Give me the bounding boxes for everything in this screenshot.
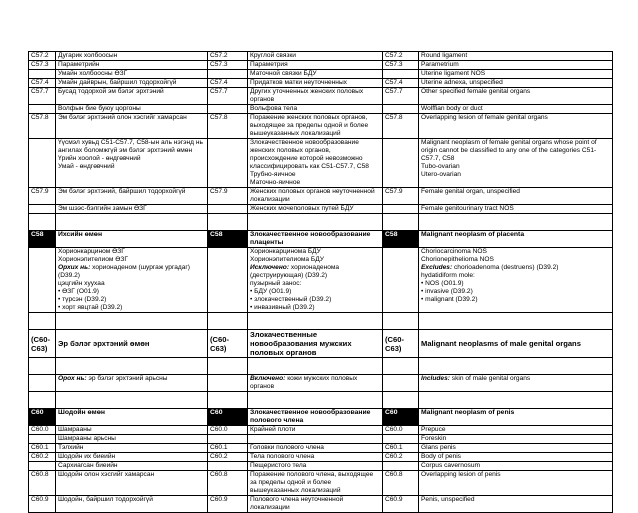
title-en: Penis, unspecified — [419, 496, 613, 513]
code-ru: (C60-C63) — [208, 330, 248, 358]
code-en: C60 — [383, 409, 419, 426]
title-en: Malignant neoplasms of male genital organs — [419, 330, 613, 358]
code-ru: C60.1 — [208, 444, 248, 453]
title-ru: Головки полового члена — [248, 444, 383, 453]
title-mn: Параметрийн — [56, 61, 208, 70]
code-mn: C60.9 — [29, 496, 56, 513]
title-ru: Тела полового члена — [248, 453, 383, 462]
code-ru: C60.2 — [208, 453, 248, 462]
title-ru: Злокачественное новообразование плаценты — [248, 231, 383, 248]
title-mn: Эм бэлэг эрхтэний, байршил тодорхойгүй — [56, 188, 208, 205]
note-en: Female genitourinary tract NOS — [419, 205, 613, 214]
note-block-ru: Злокачественное новообразование женских половых органов, происхождение которой невозможно классифицировать как C51-C57.7, C58 Трубно-яичное Маточно-яичное — [248, 139, 383, 188]
includes-note-ru: Включено: кожи мужских половых органов — [248, 375, 383, 392]
title-ru: Крайней плоти — [248, 426, 383, 435]
title-en: Overlapping lesion of female genital organs — [419, 114, 613, 139]
title-en: Other specified female genital organs — [419, 88, 613, 105]
code-ru: C60.0 — [208, 426, 248, 435]
spacer-row — [29, 358, 613, 375]
code-mn: C57.3 — [29, 61, 56, 70]
code-en: C60.2 — [383, 453, 419, 462]
note-ru: Женских мочеполовых путей БДУ — [248, 205, 383, 214]
code-ru: C57.9 — [208, 188, 248, 205]
title-en: Prepuce — [419, 426, 613, 435]
code-ru: C57.8 — [208, 114, 248, 139]
code-mn: C60 — [29, 409, 56, 426]
title-mn: Шодойн, байршил тодорхойгүй — [56, 496, 208, 513]
table-row — [29, 61, 613, 70]
code-ru: C58 — [208, 231, 248, 248]
note-mn: Сархиагсан биеийн — [56, 462, 208, 471]
title-ru: Поражение полового члена, выходящее за пределы одной и более вышеуказанных локализаций — [248, 471, 383, 496]
spacer-row — [29, 214, 613, 231]
code-mn: C58 — [29, 231, 56, 248]
table-row — [29, 426, 613, 435]
title-mn: Шодойн олон хэсгийг хамарсан — [56, 471, 208, 496]
note-mn: Волфын бие буюу цоргоны — [56, 105, 208, 114]
note-mn: Шамрааны арьсны — [56, 435, 208, 444]
table-subrow — [29, 248, 613, 313]
code-mn: C57.8 — [29, 114, 56, 139]
category-header-row — [29, 409, 613, 426]
note-block-en: Malignant neoplasm of female genital organs whose point of origin cannot be classified to any one of the categories C51-C57.7, C58 Tubo-ovarian Utero-ovarian — [419, 139, 613, 188]
title-ru: Круглой связки — [248, 52, 383, 61]
table-subrow — [29, 105, 613, 114]
note-mn: Эм шээс-бэлгийн замын ӨЗГ — [56, 205, 208, 214]
title-en: Parametrium — [419, 61, 613, 70]
title-ru: Параметрия — [248, 61, 383, 70]
note-ru: Вольфова тела — [248, 105, 383, 114]
note-en: Foreskin — [419, 435, 613, 444]
code-ru: C60.8 — [208, 471, 248, 496]
code-en: C57.2 — [383, 52, 419, 61]
title-en: Uterine adnexa, unspecified — [419, 79, 613, 88]
code-ru: C57.3 — [208, 61, 248, 70]
table-row — [29, 188, 613, 205]
note-ru: Пещеристого тела — [248, 462, 383, 471]
note-ru: Маточной связки БДУ — [248, 70, 383, 79]
table-row — [29, 496, 613, 513]
title-ru: Злокачественное новообразование полового члена — [248, 409, 383, 426]
table-subrow — [29, 139, 613, 188]
title-mn: Тэлхийн — [56, 444, 208, 453]
code-en: C60.9 — [383, 496, 419, 513]
code-en: C57.4 — [383, 79, 419, 88]
title-ru: Поражение женских половых органов, выходящее за пределы одной и более вышеуказанных локализаций — [248, 114, 383, 139]
title-en: Round ligament — [419, 52, 613, 61]
code-mn: C60.0 — [29, 426, 56, 435]
code-en: C57.8 — [383, 114, 419, 139]
code-mn: C57.9 — [29, 188, 56, 205]
note-en: Uterine ligament NOS — [419, 70, 613, 79]
code-ru: C60 — [208, 409, 248, 426]
note-block-mn: Үүсмэл хувьд C51-C57.7, C58-ын аль нэгэнд нь ангилах боломжгүй эм бэлэг эрхтэний өмөн Үрийн хоолой - өндгөвчний Умай - өндгөвчний — [56, 139, 208, 188]
includes-note-en: Includes: skin of male genital organs — [419, 375, 613, 392]
code-ru: C60.9 — [208, 496, 248, 513]
code-en: C57.7 — [383, 88, 419, 105]
spacer-row — [29, 392, 613, 409]
code-en: C60.8 — [383, 471, 419, 496]
title-ru: Женских половых органов неуточненной локализации — [248, 188, 383, 205]
title-mn: Эм бэлэг эрхтэний олон хэсгийг хамарсан — [56, 114, 208, 139]
note-block-ru: Хорионкарцинома БДУ Хорионэпителиома БДУ Исключено: хорионаденома (деструирующая) (D39.2) пузырный занос: • БДУ (O01.9) • злокачественный (D39.2) • инвазивный (D39.2) — [248, 248, 383, 313]
icd-code-table — [28, 51, 613, 513]
table-subrow — [29, 435, 613, 444]
title-mn: Шамрааны — [56, 426, 208, 435]
title-en: Malignant neoplasm of placenta — [419, 231, 613, 248]
title-mn: Бусад тодорхой эм бэлэг эрхтэний — [56, 88, 208, 105]
title-mn: Эр бэлэг эрхтэний өмөн — [56, 330, 208, 358]
table-subrow — [29, 375, 613, 392]
code-mn: C60.8 — [29, 471, 56, 496]
table-subrow — [29, 70, 613, 79]
title-ru: Других уточненных женских половых органов — [248, 88, 383, 105]
table-row — [29, 114, 613, 139]
note-block-mn: Хорионкарцином ӨЗГ Хорионэпителиом ӨЗГ Орхих нь: хорионаденом (шургаж ургадаг) (D39.2) цэцгийн хуухаа • ӨЗГ (O01.9) • түрсэн (D39.2) • хорт явцтай (D39.2) — [56, 248, 208, 313]
code-en: C60.0 — [383, 426, 419, 435]
title-en: Body of penis — [419, 453, 613, 462]
table-subrow — [29, 205, 613, 214]
table-row — [29, 88, 613, 105]
title-ru: Придатков матки неуточненных — [248, 79, 383, 88]
table-row — [29, 453, 613, 462]
code-mn: C60.2 — [29, 453, 56, 462]
table-row — [29, 79, 613, 88]
includes-note-mn: Орох нь: эр бэлэг эрхтэний арьсны — [56, 375, 208, 392]
title-en: Glans penis — [419, 444, 613, 453]
title-mn: Дугарик холбоосын — [56, 52, 208, 61]
title-ru: Злокачественные новообразования мужских половых органов — [248, 330, 383, 358]
note-ru — [248, 435, 383, 444]
title-mn: Умайн дайврын, байршил тодорхойгүй — [56, 79, 208, 88]
title-en: Overlapping lesion of penis — [419, 471, 613, 496]
code-mn: (C60-C63) — [29, 330, 56, 358]
code-mn: C60.1 — [29, 444, 56, 453]
code-en: C58 — [383, 231, 419, 248]
table-row — [29, 444, 613, 453]
table-row — [29, 471, 613, 496]
code-mn: C57.7 — [29, 88, 56, 105]
title-mn: Шодойн өмөн — [56, 409, 208, 426]
title-en: Female genital organ, unspecified — [419, 188, 613, 205]
code-en: C57.9 — [383, 188, 419, 205]
code-mn: C57.4 — [29, 79, 56, 88]
note-mn: Умайн холбоосны ӨЗГ — [56, 70, 208, 79]
code-ru: C57.2 — [208, 52, 248, 61]
title-mn: Ихсийн өмөн — [56, 231, 208, 248]
category-header-row — [29, 231, 613, 248]
code-ru: C57.7 — [208, 88, 248, 105]
spacer-row — [29, 313, 613, 330]
block-header-row — [29, 330, 613, 358]
note-block-en: Choriocarcinoma NOS Chorionepithelioma NOS Excludes: chorioadenoma (destruens) (D39.2) hydatidiform mole: • NOS (O01.9) • invasive (D39.2) • malignant (D39.2) — [419, 248, 613, 313]
code-en: (C60-C63) — [383, 330, 419, 358]
table-subrow — [29, 462, 613, 471]
title-en: Malignant neoplasm of penis — [419, 409, 613, 426]
code-en: C57.3 — [383, 61, 419, 70]
note-en: Corpus cavernosum — [419, 462, 613, 471]
note-en: Wolffian body or duct — [419, 105, 613, 114]
title-ru: Полового члена неуточненной локализации — [248, 496, 383, 513]
table-row — [29, 52, 613, 61]
code-en: C60.1 — [383, 444, 419, 453]
title-mn: Шодойн их биеийн — [56, 453, 208, 462]
code-ru: C57.4 — [208, 79, 248, 88]
code-mn: C57.2 — [29, 52, 56, 61]
